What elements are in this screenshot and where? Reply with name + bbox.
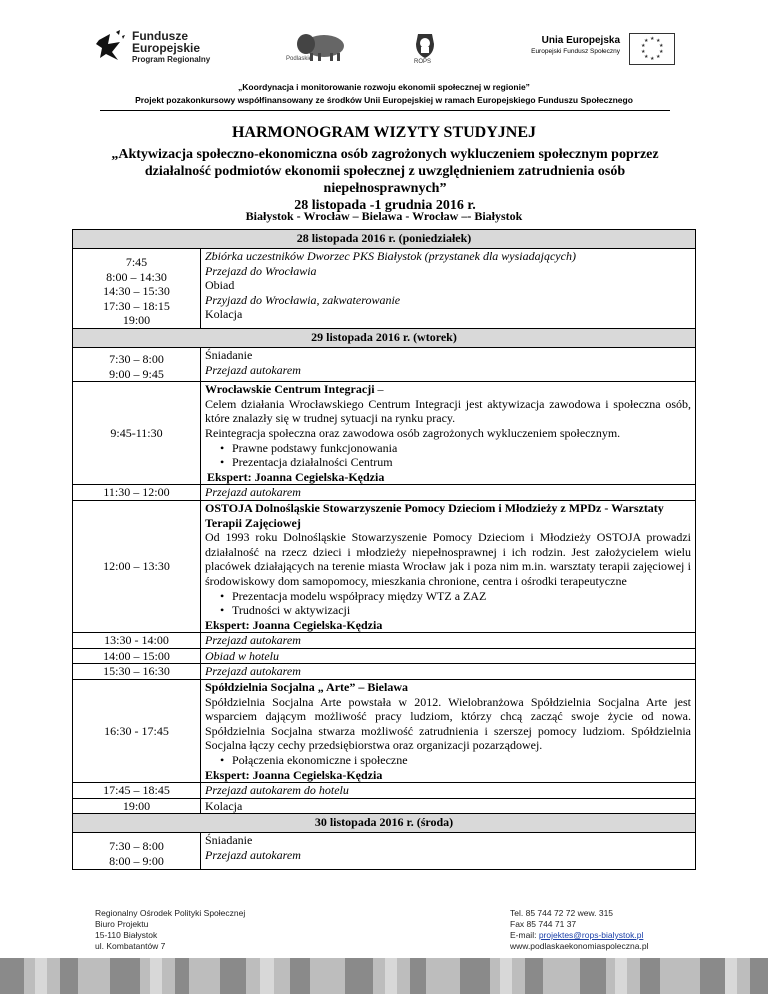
fe-star-mark-icon (96, 30, 126, 62)
podlaskie-label: Podlaskie (286, 56, 313, 62)
svg-text:★: ★ (644, 38, 649, 44)
svg-text:★: ★ (656, 54, 661, 60)
time-cell: 7:30 – 8:00 9:00 – 9:45 (73, 348, 201, 382)
table-row (73, 680, 696, 783)
footer-tel: Tel. 85 744 72 72 wew. 315 (510, 908, 614, 918)
activity-cell: Przejazd autokarem (201, 664, 696, 680)
time-cell: 17:45 – 18:45 19:00 (73, 783, 201, 814)
table-row (73, 249, 696, 329)
footer-www[interactable]: www.podlaskaekonomiaspoleczna.pl (510, 941, 649, 951)
table-row (73, 500, 696, 632)
eu-flag-icon (629, 33, 675, 65)
podlaskie-logo (286, 26, 350, 68)
footer-address: Regionalny Ośrodek Polityki Społecznej Biuro Projektu 15-110 Białystok ul. Kombatantów 7 (95, 908, 246, 951)
activity-cell-ostoja: OSTOJA Dolnośląskie Stowarzyszenie Pomocy Dzieciom i Młodzieży z MPDz - Warsztaty Terapii Zajęciowej Od 1993 roku Dolnośląskie Stowarzyszenie Pomocy Dzieciom i Młodzieży OSTOJA prowadzi działalność na rzecz dzieci i młodzieży niepełnosprawnej i ich rodzin. Jest założycielem wielu placówek działających na terenie miasta Wrocław jak i poza nim m.in. warsztaty terapii zajęciowej i środowiskowy dom samopomocy, mieszkania chronione, centra i ośrodki terapeutyczne • Prezentacja modelu współpracy między WTZ a ZAZ • Trudności w aktywizacji Ekspert: Joanna Cegielska-Kędzia (201, 500, 696, 632)
fe-logo-text: Fundusze Europejskie Program Regionalny (132, 29, 211, 64)
activity-cell: Śniadanie Przejazd autokarem (201, 348, 696, 382)
rops-emblem-icon (410, 30, 440, 60)
document-title: HARMONOGRAM WIZYTY STUDYJNEJ (231, 124, 536, 141)
project-line: Projekt pozakonkursowy współfinansowany ze środków Unii Europejskiej w ramach Europejskiego Funduszu Społecznego (135, 95, 633, 105)
ue-subtitle: Europejski Fundusz Społeczny (531, 48, 620, 55)
day-header-row (73, 329, 696, 348)
time-cell: 16:30 - 17:45 (73, 680, 201, 783)
rops-logo (410, 30, 440, 66)
svg-text:★: ★ (659, 49, 664, 55)
activity-cell-wci: Wrocławskie Centrum Integracji – Celem działania Wrocławskiego Centrum Integracji jest aktywizacja zawodowa i społeczna osób, które znalazły się w trudnej sytuacji na rynku pracy. Reintegracja społeczna oraz zawodowa osób zagrożonych wykluczeniem społecznym. • Prawne podstawy funkcjonowania • Prezentacja działalności Centrum Ekspert: Joanna Cegielska-Kędzia (201, 382, 696, 485)
table-row (73, 382, 696, 485)
time-cell: 12:00 – 13:30 (73, 500, 201, 632)
day3-header: 30 listopada 2016 r. (środa) (73, 814, 696, 833)
table-row (73, 783, 696, 814)
day-header-row (73, 230, 696, 249)
ue-text (526, 35, 620, 56)
route-line: Białystok - Wrocław – Bielawa - Wrocław –- Białystok (245, 209, 523, 223)
email-link[interactable]: projektes@rops-bialystok.pl (538, 930, 644, 940)
svg-text:★: ★ (650, 36, 655, 42)
time-cell: 13:30 - 14:00 (73, 633, 201, 649)
footer-decorative-stripe (0, 958, 768, 994)
table-row (73, 348, 696, 382)
rops-label: ROPS (414, 59, 432, 65)
footer-email-line: E-mail: projektes@rops-bialystok.pl (510, 930, 644, 940)
document-dates: 28 listopada -1 grudnia 2016 r. (294, 198, 476, 213)
svg-text:★: ★ (641, 49, 646, 55)
coordination-line: „Koordynacja i monitorowanie rozwoju ekonomii społecznej w regionie” (238, 82, 530, 92)
activity-cell-arte: Spółdzielnia Socjalna „ Arte” – Bielawa Spółdzielnia Socjalna Arte powstała w 2012. Wielobranżowa Spółdzielnia Socjalna Arte jest wsparciem dającym możliwość pracy ludziom, którzy chcą zacząć swoje życie od nowa. Spółdzielnia Socjalna stwarza możliwość zatrudnienia i szerszej pomocy ludziom. Spółdzielnia Socjalna łączy cechy przedsiębiorstwa oraz organizacji pozarządowej. • Połączenia ekonomiczne i społeczne Ekspert: Joanna Cegielska-Kędzia (201, 680, 696, 783)
day2-header: 29 listopada 2016 r. (wtorek) (73, 329, 696, 348)
fundusze-europejskie-logo (96, 30, 256, 66)
ue-title: Unia Europejska (541, 35, 620, 46)
time-cell: 9:45-11:30 (73, 382, 201, 485)
svg-text:★: ★ (650, 56, 655, 62)
table-row (73, 664, 696, 680)
svg-text:★: ★ (659, 43, 664, 49)
time-cell: 15:30 – 16:30 (73, 664, 201, 680)
day1-header: 28 listopada 2016 r. (poniedziałek) (73, 230, 696, 249)
activity-cell: Obiad w hotelu (201, 648, 696, 664)
day-header-row (73, 814, 696, 833)
activity-cell: Przejazd autokarem (201, 485, 696, 501)
time-cell: 14:00 – 15:00 (73, 648, 201, 664)
table-row (73, 833, 696, 869)
svg-text:★: ★ (641, 43, 646, 49)
table-row (73, 633, 696, 649)
svg-text:★: ★ (644, 54, 649, 60)
table-row (73, 485, 696, 501)
schedule-table (72, 229, 696, 870)
header-divider (100, 110, 670, 111)
document-subtitle: „Aktywizacja społeczno-ekonomiczna osób zagrożonych wykluczeniem społecznym poprzez działalność podmiotów ekonomii społecznej z uwzględnieniem zatrudnienia osób niepełnosprawnych” 28 listopada -1 grudnia 2016 r. (90, 146, 680, 214)
time-cell: 7:30 – 8:00 8:00 – 9:00 (73, 833, 201, 869)
svg-text:★: ★ (656, 38, 661, 44)
activity-cell: Przejazd autokarem (201, 633, 696, 649)
activity-cell: Przejazd autokarem do hotelu Kolacja (201, 783, 696, 814)
day1-activities: Zbiórka uczestników Dworzec PKS Białystok (przystanek dla wysiadających) Przejazd do Wrocławia Obiad Przyjazd do Wrocławia, zakwaterowanie Kolacja (201, 249, 696, 329)
activity-cell: Śniadanie Przejazd autokarem (201, 833, 696, 869)
time-cell: 11:30 – 12:00 (73, 485, 201, 501)
table-row (73, 648, 696, 664)
footer-contact (510, 908, 648, 952)
footer-fax: Fax 85 744 71 37 (510, 919, 577, 929)
day1-times: 7:45 8:00 – 14:30 14:30 – 15:30 17:30 – 18:15 19:00 (73, 249, 201, 329)
